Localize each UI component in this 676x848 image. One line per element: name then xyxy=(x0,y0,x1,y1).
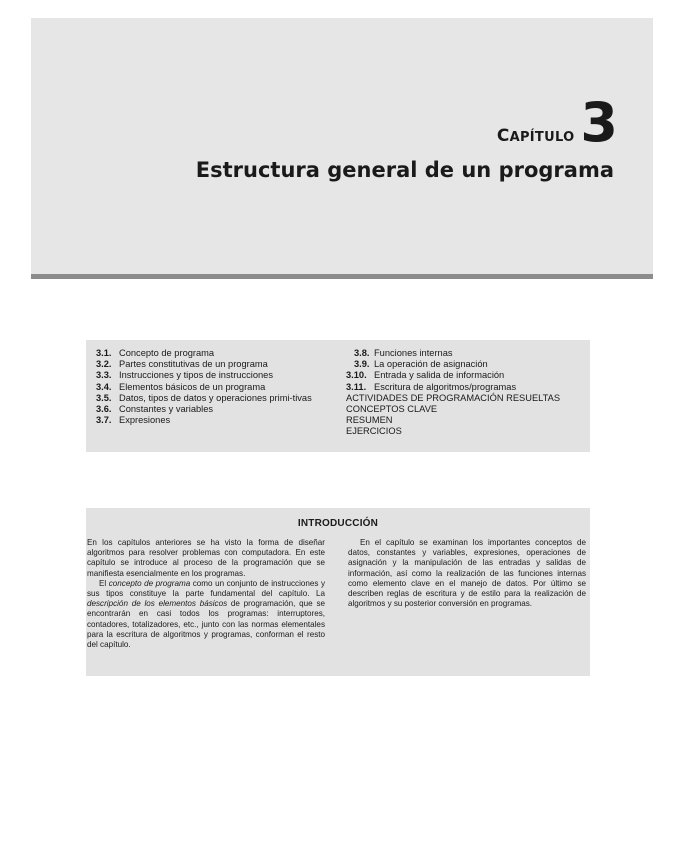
toc-item xyxy=(96,415,328,426)
toc-number: 3.6. xyxy=(96,404,112,415)
toc-extra-key-concepts: CONCEPTOS CLAVE xyxy=(346,404,438,415)
toc-number: 3.1. xyxy=(96,348,112,358)
intro-paragraph-3: En el capítulo se examinan los importantes conceptos de datos, constantes y variables, expresiones, operaciones de asignación y la manipulación de las entradas y salidas de información, así como la realización de las funciones internas como elemento clave en el manejo de datos. Por último se describen reglas de escritura y de estilo para la realización de algoritmos y su posterior conversión en programas. xyxy=(348,538,586,609)
chapter-number: 3 xyxy=(580,91,618,154)
toc-number: 3.8. xyxy=(354,348,370,358)
chapter-word-rest: APÍTULO xyxy=(509,130,575,145)
chapter-word xyxy=(497,126,575,146)
intro-text: El xyxy=(99,578,109,588)
header-divider xyxy=(31,274,653,279)
table-of-contents xyxy=(86,340,590,452)
toc-item xyxy=(96,359,328,370)
introduction-box xyxy=(86,508,590,676)
toc-extra-activities: ACTIVIDADES DE PROGRAMACIÓN RESUELTAS xyxy=(346,392,561,403)
toc-number: 3.4. xyxy=(96,381,112,392)
toc-number: 3.2. xyxy=(96,359,112,370)
toc-number: 3.3. xyxy=(96,370,112,381)
toc-extra-exercises: EJERCICIOS xyxy=(346,426,402,437)
toc-item xyxy=(96,393,328,404)
toc-item xyxy=(96,370,328,381)
chapter-word-initial: C xyxy=(496,126,510,146)
toc-text: Concepto de programa xyxy=(119,348,215,358)
intro-text: como un conjunto de instrucciones y sus tipos constituye la parte fundamental del capítulo. La xyxy=(87,578,326,599)
toc-text: Elementos básicos de un programa xyxy=(119,381,266,392)
introduction-right-column xyxy=(348,538,586,609)
toc-item xyxy=(96,348,328,359)
toc-item xyxy=(96,382,328,393)
toc-number: 3.11. xyxy=(346,381,367,392)
chapter-title: Estructura general de un programa xyxy=(195,158,614,182)
introduction-left-column xyxy=(87,538,325,650)
toc-text: Partes constitutivas de un programa xyxy=(119,359,268,370)
toc-right-column xyxy=(346,348,586,438)
toc-text: Escritura de algoritmos/programas xyxy=(374,381,517,392)
toc-item xyxy=(346,359,586,370)
toc-extra-summary: RESUMEN xyxy=(346,415,393,426)
introduction-heading: INTRODUCCIÓN xyxy=(297,518,379,529)
toc-text: Instrucciones y tipos de instrucciones xyxy=(119,370,273,381)
toc-number: 3.9. xyxy=(354,359,370,370)
toc-text: Datos, tipos de datos y operaciones primi-tivas xyxy=(119,392,312,403)
toc-number: 3.10. xyxy=(346,370,367,381)
toc-item xyxy=(346,382,586,393)
intro-emphasis: descripción de los elementos básicos xyxy=(87,599,228,609)
toc-item xyxy=(96,404,328,415)
toc-text: Constantes y variables xyxy=(119,404,214,415)
intro-paragraph-2 xyxy=(87,579,325,650)
toc-left-column xyxy=(96,348,328,426)
toc-text: Entrada y salida de información xyxy=(374,370,505,381)
intro-text: de programación, que se encontrarán en casi todos los programas: interruptores, contadores, totalizadores, etc., junto con las normas elementales para la escritura de algoritmos y programas, conforman el resto del capítulo. xyxy=(87,599,325,650)
toc-text: La operación de asignación xyxy=(374,359,488,370)
intro-paragraph-1: En los capítulos anteriores se ha visto la forma de diseñar algoritmos para resolver problemas con computadora. En este capítulo se introduce al proceso de la programación que se manifiesta esencialmente en los programas. xyxy=(87,538,325,578)
intro-emphasis: concepto de programa xyxy=(108,578,191,588)
toc-number: 3.7. xyxy=(96,415,112,426)
toc-number: 3.5. xyxy=(96,392,112,403)
toc-item xyxy=(346,348,586,359)
chapter-label xyxy=(496,91,618,154)
toc-item xyxy=(346,370,586,381)
toc-text: Funciones internas xyxy=(374,348,453,358)
toc-text: Expresiones xyxy=(119,415,171,426)
